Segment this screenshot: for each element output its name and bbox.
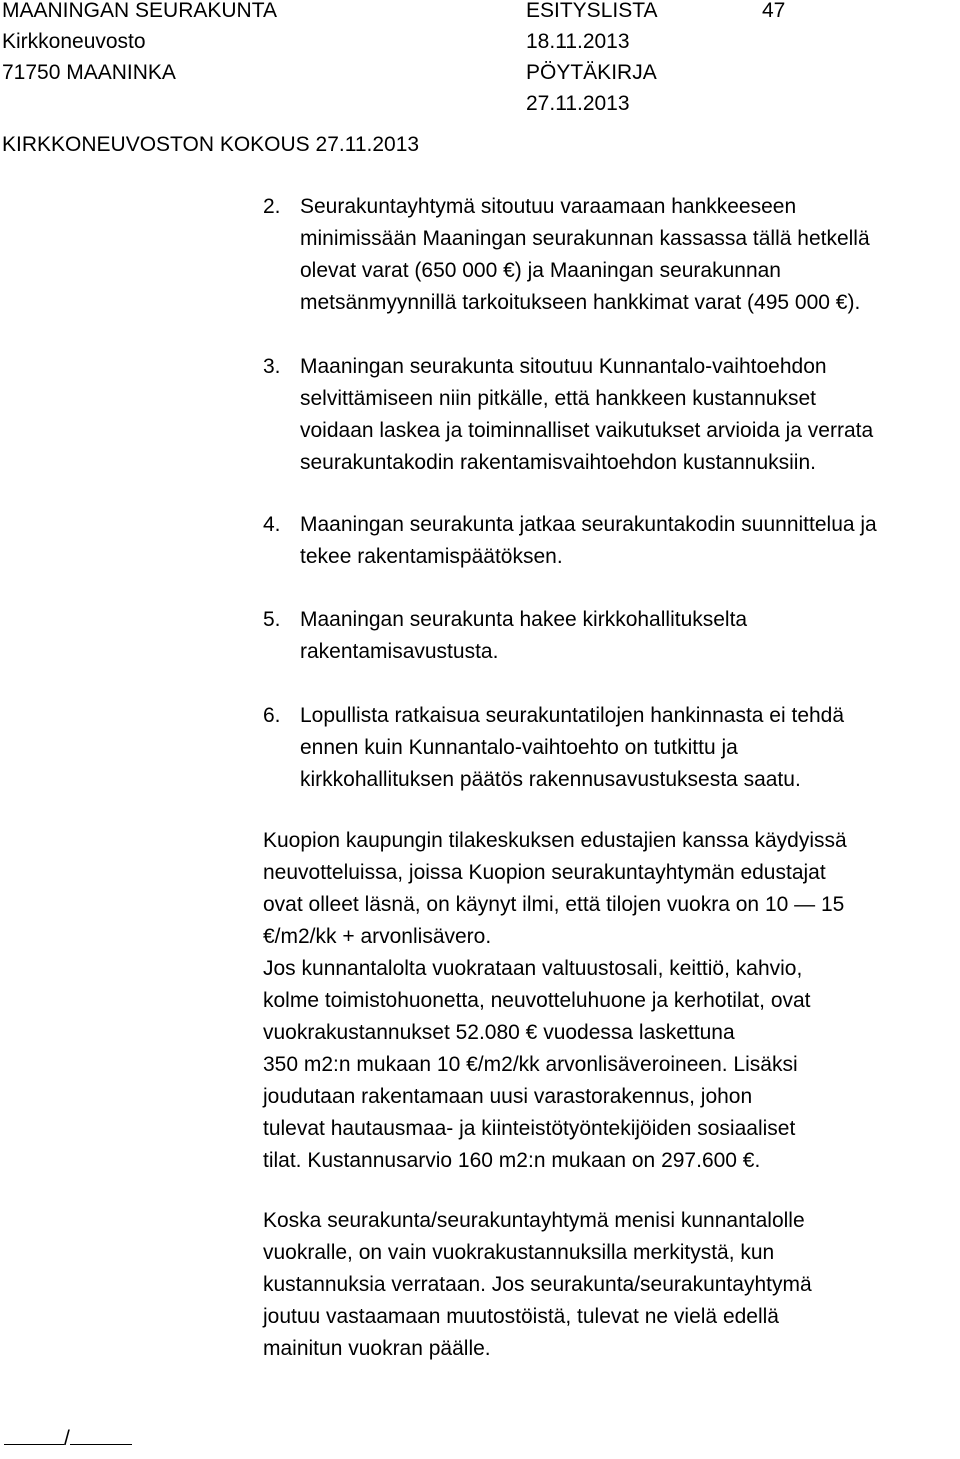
text-line: rakentamisavustusta. [300, 640, 499, 663]
text-line: joutuu vastaamaan muutostöistä, tulevat ne vielä edellä [263, 1305, 779, 1328]
text-line: ovat olleet läsnä, on käynyt ilmi, että tilojen vuokra on 10 — 15 [263, 893, 845, 916]
text-line: kustannuksia verrataan. Jos seurakunta/seurakuntayhtymä [263, 1273, 812, 1296]
list-item [263, 351, 953, 479]
body-paragraph [263, 1205, 953, 1365]
text-line: neuvotteluissa, joissa Kuopion seurakuntayhtymän edustajat [263, 861, 826, 884]
text-line: voidaan laskea ja toiminnalliset vaikutukset arvioida ja verrata [300, 419, 874, 442]
text-line: seurakuntakodin rakentamisvaihtoehdon kustannuksiin. [300, 451, 816, 474]
page-number: 47 [762, 0, 786, 22]
body-name: Kirkkoneuvosto [2, 30, 146, 53]
text-line: minimissään Maaningan seurakunnan kassassa tällä hetkellä [300, 227, 870, 250]
text-line: 350 m2:n mukaan 10 €/m2/kk arvonlisäveroineen. Lisäksi [263, 1053, 798, 1076]
initials-blank-right [70, 1422, 132, 1445]
text-line: Kuopion kaupungin tilakeskuksen edustajien kanssa käydyissä [263, 829, 847, 852]
meeting-title: KIRKKONEUVOSTON KOKOUS 27.11.2013 [2, 133, 420, 156]
text-line: olevat varat (650 000 €) ja Maaningan seurakunnan [300, 259, 781, 282]
text-line: kolme toimistohuonetta, neuvotteluhuone ja kerhotilat, ovat [263, 989, 811, 1012]
org-name: MAANINGAN SEURAKUNTA [2, 0, 277, 22]
text-line: tulevat hautausmaa- ja kiinteistötyöntekijöiden sosiaaliset [263, 1117, 796, 1140]
item-number: 3. [263, 355, 281, 378]
text-line: vuokrakustannukset 52.080 € vuodessa laskettuna [263, 1021, 735, 1044]
item-number: 5. [263, 608, 281, 631]
text-line: kirkkohallituksen päätös rakennusavustuksesta saatu. [300, 768, 801, 791]
list-item [263, 604, 953, 668]
minutes-date: 27.11.2013 [526, 92, 630, 115]
item-text [300, 191, 953, 319]
text-line: ennen kuin Kunnantalo-vaihtoehto on tutkittu ja [300, 736, 738, 759]
list-item [263, 700, 953, 796]
text-line: joudutaan rakentamaan uusi varastorakennus, johon [263, 1085, 753, 1108]
item-text [300, 351, 953, 479]
agenda-date: 18.11.2013 [526, 30, 630, 53]
text-line: €/m2/kk + arvonlisävero. [263, 925, 492, 948]
text-line: metsänmyynnillä tarkoitukseen hankkimat varat (495 000 €). [300, 291, 861, 314]
item-text [300, 604, 953, 668]
initials-separator: / [64, 1427, 70, 1450]
text-line: tilat. Kustannusarvio 160 m2:n mukaan on 297.600 €. [263, 1149, 761, 1172]
list-item [263, 509, 953, 573]
text-line: mainitun vuokran päälle. [263, 1337, 491, 1360]
item-text [300, 509, 953, 573]
text-line: Maaningan seurakunta jatkaa seurakuntakodin suunnittelua ja [300, 513, 877, 536]
list-item [263, 191, 953, 319]
doc-type: ESITYSLISTA [526, 0, 658, 22]
body-paragraph [263, 825, 953, 1177]
initials-blank-left [4, 1422, 64, 1445]
text-line: Maaningan seurakunta hakee kirkkohallitukselta [300, 608, 748, 631]
text-line: Koska seurakunta/seurakuntayhtymä menisi kunnantalolle [263, 1209, 805, 1232]
item-number: 2. [263, 195, 281, 218]
text-line: tekee rakentamispäätöksen. [300, 545, 563, 568]
text-line: Jos kunnantalolta vuokrataan valtuustosali, keittiö, kahvio, [263, 957, 803, 980]
item-number: 6. [263, 704, 281, 727]
text-line: Lopullista ratkaisua seurakuntatilojen hankinnasta ei tehdä [300, 704, 845, 727]
initials-field [4, 1422, 132, 1455]
text-line: Seurakuntayhtymä sitoutuu varaamaan hankkeeseen [300, 195, 797, 218]
minutes-label: PÖYTÄKIRJA [526, 61, 657, 84]
text-line: Maaningan seurakunta sitoutuu Kunnantalo-vaihtoehdon [300, 355, 827, 378]
text-line: selvittämiseen niin pitkälle, että hankkeen kustannukset [300, 387, 816, 410]
item-text [300, 700, 953, 796]
address: 71750 MAANINKA [2, 61, 176, 84]
text-line: vuokralle, on vain vuokrakustannuksilla merkitystä, kun [263, 1241, 775, 1264]
item-number: 4. [263, 513, 281, 536]
